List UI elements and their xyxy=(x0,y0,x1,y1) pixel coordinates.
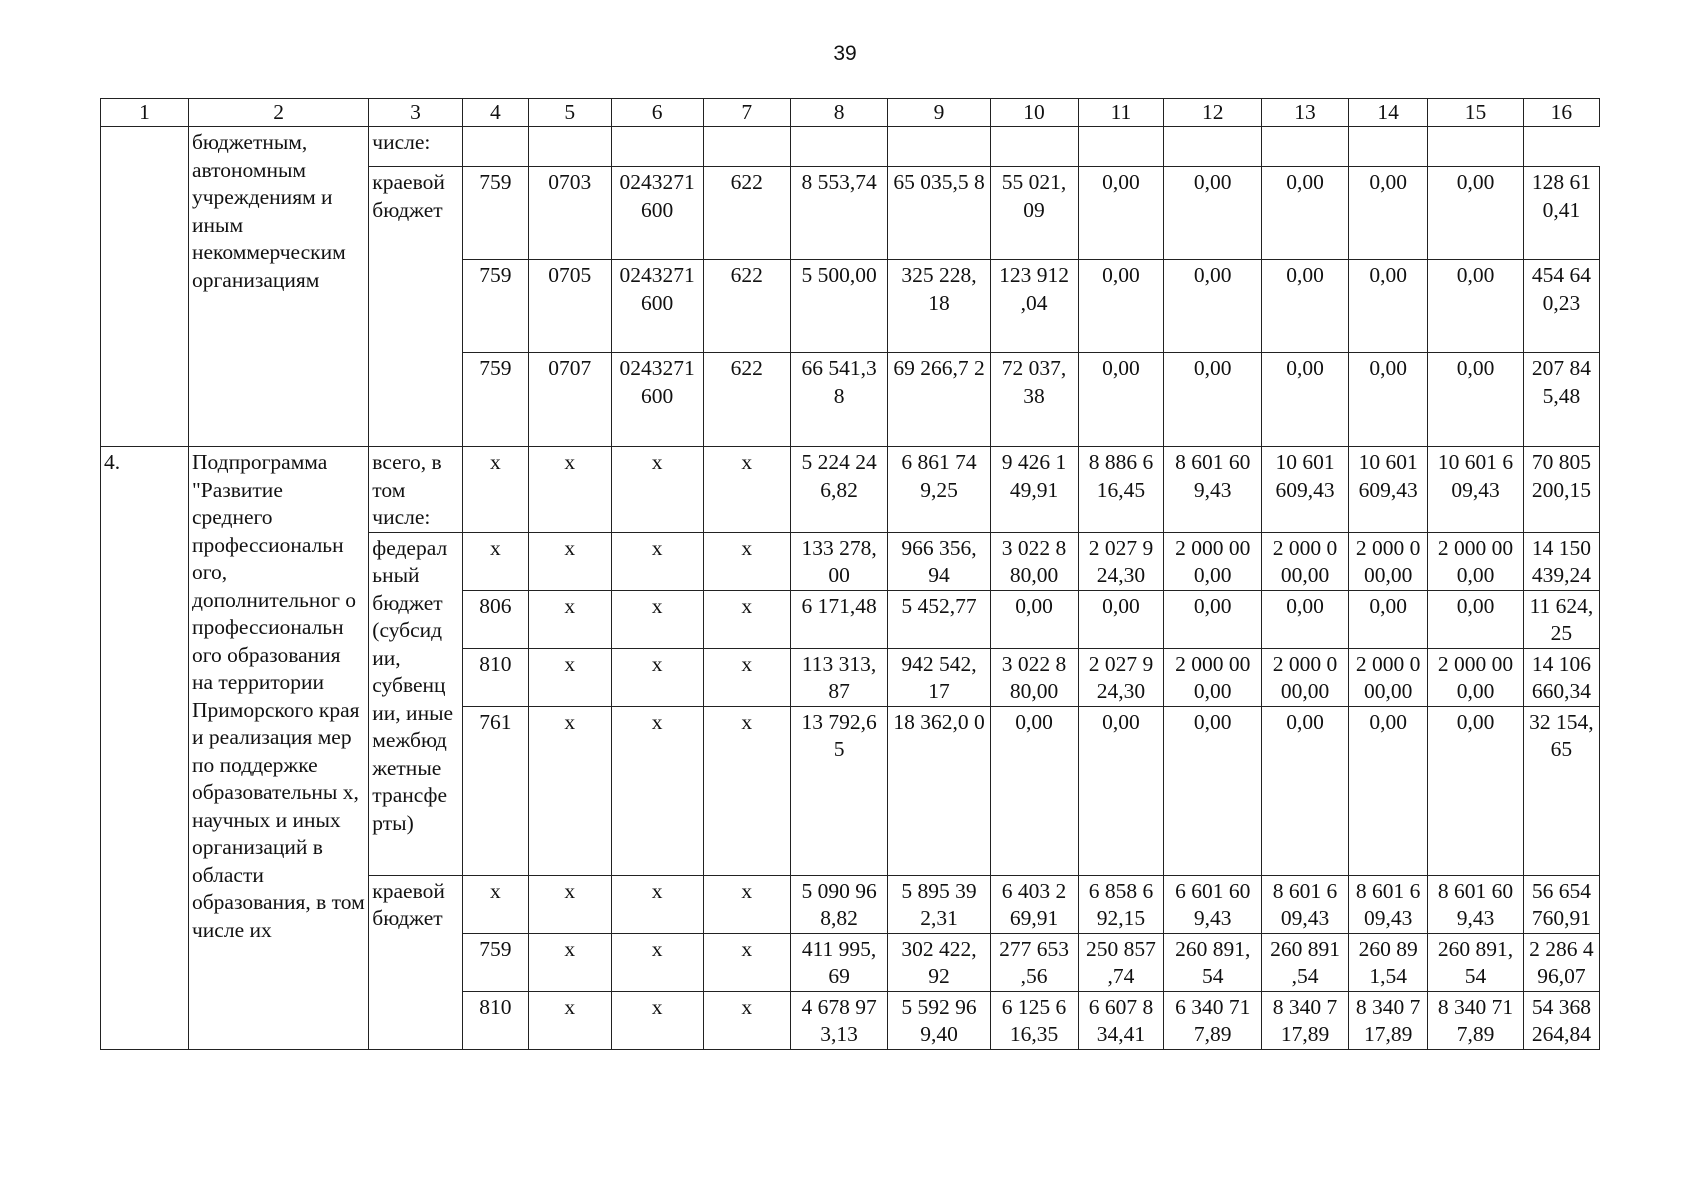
value-cell: 10 601 6 09,43 xyxy=(1428,447,1524,533)
value-cell: 2 000 00 0,00 xyxy=(1428,648,1524,706)
column-header-9: 9 xyxy=(888,99,990,127)
value-cell: 0,00 xyxy=(1164,590,1262,648)
row-number-cell: 4. xyxy=(101,447,189,1050)
value-cell: 128 61 0,41 xyxy=(1523,167,1599,260)
value-cell: 65 035,5 8 xyxy=(888,167,990,260)
value-cell: 0,00 xyxy=(1078,590,1164,648)
value-cell: x xyxy=(703,648,790,706)
value-cell: 3 022 8 80,00 xyxy=(990,532,1078,590)
value-cell: 0243271 600 xyxy=(611,260,703,353)
value-cell: x xyxy=(611,447,703,533)
value-cell: 6 125 6 16,35 xyxy=(990,991,1078,1049)
value-cell: x xyxy=(528,706,611,875)
funding-source-cell: краевой бюджет xyxy=(369,875,462,1049)
value-cell: 113 313, 87 xyxy=(790,648,888,706)
value-cell: 325 228, 18 xyxy=(888,260,990,353)
value-cell: 5 592 96 9,40 xyxy=(888,991,990,1049)
value-cell: 277 653 ,56 xyxy=(990,933,1078,991)
value-cell: 55 021, 09 xyxy=(990,167,1078,260)
value-cell: 0,00 xyxy=(1348,706,1427,875)
column-header-8: 8 xyxy=(790,99,888,127)
value-cell: 810 xyxy=(462,991,528,1049)
value-cell: 0,00 xyxy=(1164,706,1262,875)
measure-name-cell: бюджетным, автономным учреждениям и иным некоммерческим организациям xyxy=(188,127,368,447)
value-cell: 8 601 6 09,43 xyxy=(1348,875,1427,933)
value-cell: 0,00 xyxy=(1348,590,1427,648)
value-cell: 8 601 60 9,43 xyxy=(1428,875,1524,933)
value-cell: 2 000 0 00,00 xyxy=(1262,648,1349,706)
value-cell: 0,00 xyxy=(1428,167,1524,260)
value-cell: 54 368 264,84 xyxy=(1523,991,1599,1049)
value-cell: x xyxy=(703,706,790,875)
value-cell: 759 xyxy=(462,933,528,991)
value-cell: 8 553,74 xyxy=(790,167,888,260)
value-cell: 5 090 96 8,82 xyxy=(790,875,888,933)
value-cell: 32 154, 65 xyxy=(1523,706,1599,875)
value-cell: 2 286 4 96,07 xyxy=(1523,933,1599,991)
value-cell: 260 891, 54 xyxy=(1428,933,1524,991)
value-cell: 5 224 24 6,82 xyxy=(790,447,888,533)
table-row xyxy=(101,127,1600,167)
value-cell: x xyxy=(703,447,790,533)
value-cell: x xyxy=(528,933,611,991)
value-cell: 6 601 60 9,43 xyxy=(1164,875,1262,933)
value-cell: 759 xyxy=(462,353,528,447)
value-cell: 411 995, 69 xyxy=(790,933,888,991)
value-cell: 18 362,0 0 xyxy=(888,706,990,875)
column-header-13: 13 xyxy=(1262,99,1349,127)
value-cell: x xyxy=(611,648,703,706)
value-cell: x xyxy=(462,875,528,933)
value-cell: 0,00 xyxy=(990,706,1078,875)
value-cell: 761 xyxy=(462,706,528,875)
table-body xyxy=(101,99,1600,1050)
value-cell: 0,00 xyxy=(1164,353,1262,447)
value-cell: x xyxy=(528,991,611,1049)
value-cell: 759 xyxy=(462,260,528,353)
value-cell: 14 106 660,34 xyxy=(1523,648,1599,706)
budget-table xyxy=(100,98,1600,1050)
value-cell: 0,00 xyxy=(1078,353,1164,447)
value-cell: 0,00 xyxy=(990,590,1078,648)
row-number-cell xyxy=(101,127,189,447)
value-cell: 260 89 1,54 xyxy=(1348,933,1427,991)
value-cell: 2 000 0 00,00 xyxy=(1262,532,1349,590)
value-cell: x xyxy=(528,648,611,706)
value-cell: 0705 xyxy=(528,260,611,353)
value-cell: 0243271 600 xyxy=(611,353,703,447)
value-cell: x xyxy=(703,532,790,590)
funding-source-cell: числе: xyxy=(369,127,462,167)
value-cell: 13 792,6 5 xyxy=(790,706,888,875)
value-cell: 6 861 74 9,25 xyxy=(888,447,990,533)
value-cell: 806 xyxy=(462,590,528,648)
value-cell: 9 426 1 49,91 xyxy=(990,447,1078,533)
value-cell: 133 278, 00 xyxy=(790,532,888,590)
funding-source-cell: федерал ьный бюджет (субсид ии, субвенц ии, иные межбюд жетные трансфе рты) xyxy=(369,532,462,875)
column-header-5: 5 xyxy=(528,99,611,127)
column-header-2: 2 xyxy=(188,99,368,127)
value-cell: 622 xyxy=(703,353,790,447)
value-cell: x xyxy=(703,991,790,1049)
value-cell: 0,00 xyxy=(1262,706,1349,875)
value-cell: 454 64 0,23 xyxy=(1523,260,1599,353)
column-header-3: 3 xyxy=(369,99,462,127)
value-cell: 0707 xyxy=(528,353,611,447)
value-cell: 0243271 600 xyxy=(611,167,703,260)
value-cell: x xyxy=(462,447,528,533)
value-cell: x xyxy=(611,590,703,648)
value-cell: x xyxy=(528,447,611,533)
value-cell: 8 340 7 17,89 xyxy=(1348,991,1427,1049)
value-cell: 0,00 xyxy=(1262,353,1349,447)
column-header-15: 15 xyxy=(1428,99,1524,127)
value-cell: 6 403 2 69,91 xyxy=(990,875,1078,933)
value-cell: 0,00 xyxy=(1262,590,1349,648)
column-header-1: 1 xyxy=(101,99,189,127)
column-header-4: 4 xyxy=(462,99,528,127)
value-cell: 207 84 5,48 xyxy=(1523,353,1599,447)
column-header-10: 10 xyxy=(990,99,1078,127)
value-cell: 8 340 7 17,89 xyxy=(1262,991,1349,1049)
value-cell: 0,00 xyxy=(1164,260,1262,353)
value-cell: 0,00 xyxy=(1262,167,1349,260)
value-cell: 0,00 xyxy=(1428,260,1524,353)
value-cell: 66 541,3 8 xyxy=(790,353,888,447)
value-cell: 10 601 609,43 xyxy=(1348,447,1427,533)
value-cell: 6 858 6 92,15 xyxy=(1078,875,1164,933)
funding-source-cell: всего, в том числе: xyxy=(369,447,462,533)
value-cell: 0,00 xyxy=(1078,706,1164,875)
value-cell: 10 601 609,43 xyxy=(1262,447,1349,533)
page-number: 39 xyxy=(833,42,857,65)
value-cell: 0,00 xyxy=(1428,706,1524,875)
value-cell: 14 150 439,24 xyxy=(1523,532,1599,590)
value-cell: 0,00 xyxy=(1348,167,1427,260)
value-cell: 5 895 39 2,31 xyxy=(888,875,990,933)
column-header-7: 7 xyxy=(703,99,790,127)
value-cell: x xyxy=(528,875,611,933)
value-cell: 5 500,00 xyxy=(790,260,888,353)
value-cell: 759 xyxy=(462,167,528,260)
column-header-14: 14 xyxy=(1348,99,1427,127)
column-header-11: 11 xyxy=(1078,99,1164,127)
value-cell: 260 891 ,54 xyxy=(1262,933,1349,991)
value-cell: x xyxy=(611,532,703,590)
value-cell: x xyxy=(462,532,528,590)
value-cell: 8 886 6 16,45 xyxy=(1078,447,1164,533)
value-cell: 6 171,48 xyxy=(790,590,888,648)
value-cell: 0,00 xyxy=(1078,167,1164,260)
value-cell: 72 037, 38 xyxy=(990,353,1078,447)
value-cell: 0703 xyxy=(528,167,611,260)
value-cell: 4 678 97 3,13 xyxy=(790,991,888,1049)
column-header-12: 12 xyxy=(1164,99,1262,127)
value-cell: 2 000 00 0,00 xyxy=(1164,532,1262,590)
value-cell: 810 xyxy=(462,648,528,706)
value-cell: 123 912 ,04 xyxy=(990,260,1078,353)
value-cell: x xyxy=(611,875,703,933)
value-cell: 0,00 xyxy=(1348,260,1427,353)
value-cell: 8 340 71 7,89 xyxy=(1428,991,1524,1049)
value-cell: 0,00 xyxy=(1428,590,1524,648)
value-cell: 2 000 0 00,00 xyxy=(1348,648,1427,706)
value-cell: 8 601 60 9,43 xyxy=(1164,447,1262,533)
value-cell: 622 xyxy=(703,260,790,353)
value-cell: 942 542, 17 xyxy=(888,648,990,706)
value-cell: x xyxy=(703,933,790,991)
value-cell: x xyxy=(528,590,611,648)
column-header-16: 16 xyxy=(1523,99,1599,127)
value-cell: x xyxy=(703,875,790,933)
header-row xyxy=(101,99,1600,127)
value-cell: 2 000 0 00,00 xyxy=(1348,532,1427,590)
subprogram-name-cell: Подпрограмма "Развитие среднего профессиональн ого, дополнительног о профессиональн ого образования на территории Приморского края и реализация мер по поддержке образовательны х, научных и иных организаций в области образования, в том числе их xyxy=(188,447,368,1050)
value-cell: 5 452,77 xyxy=(888,590,990,648)
value-cell: 0,00 xyxy=(1262,260,1349,353)
table-row xyxy=(101,447,1600,533)
value-cell: x xyxy=(611,706,703,875)
value-cell: x xyxy=(611,991,703,1049)
value-cell: 69 266,7 2 xyxy=(888,353,990,447)
value-cell: 6 607 8 34,41 xyxy=(1078,991,1164,1049)
value-cell: 56 654 760,91 xyxy=(1523,875,1599,933)
value-cell: 260 891, 54 xyxy=(1164,933,1262,991)
value-cell: 0,00 xyxy=(1078,260,1164,353)
value-cell: 250 857 ,74 xyxy=(1078,933,1164,991)
value-cell: 2 027 9 24,30 xyxy=(1078,532,1164,590)
value-cell: 8 601 6 09,43 xyxy=(1262,875,1349,933)
value-cell: 2 027 9 24,30 xyxy=(1078,648,1164,706)
value-cell: 622 xyxy=(703,167,790,260)
value-cell: 6 340 71 7,89 xyxy=(1164,991,1262,1049)
value-cell: 0,00 xyxy=(1348,353,1427,447)
value-cell: x xyxy=(611,933,703,991)
value-cell: 70 805 200,15 xyxy=(1523,447,1599,533)
value-cell: 3 022 8 80,00 xyxy=(990,648,1078,706)
value-cell: 2 000 00 0,00 xyxy=(1428,532,1524,590)
value-cell: x xyxy=(528,532,611,590)
value-cell: 0,00 xyxy=(1428,353,1524,447)
value-cell: x xyxy=(703,590,790,648)
column-header-6: 6 xyxy=(611,99,703,127)
value-cell: 0,00 xyxy=(1164,167,1262,260)
value-cell: 2 000 00 0,00 xyxy=(1164,648,1262,706)
funding-source-cell: краевой бюджет xyxy=(369,167,462,447)
value-cell: 302 422, 92 xyxy=(888,933,990,991)
value-cell: 966 356, 94 xyxy=(888,532,990,590)
value-cell: 11 624, 25 xyxy=(1523,590,1599,648)
